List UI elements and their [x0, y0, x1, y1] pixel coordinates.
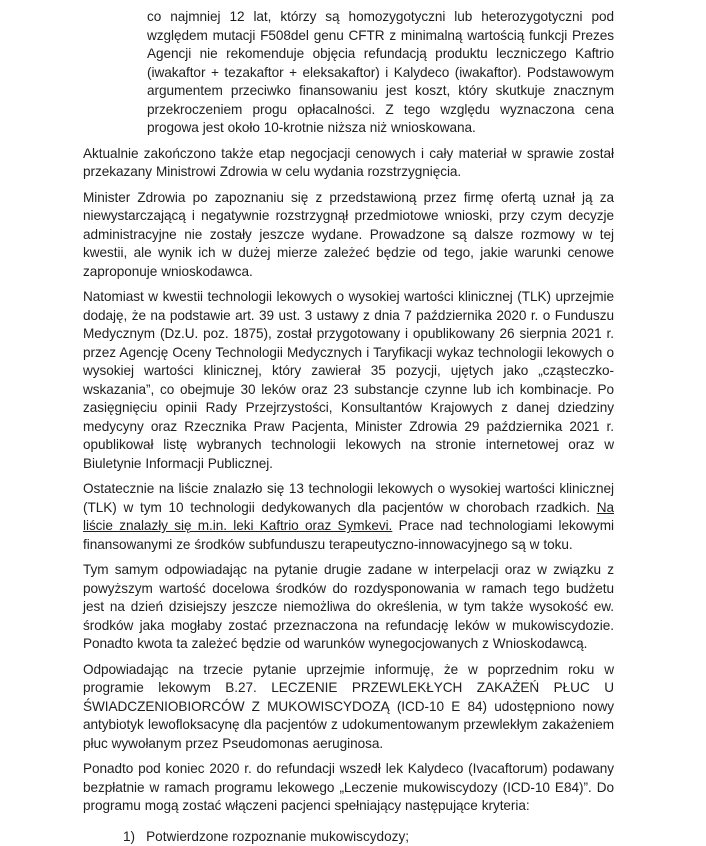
underlined-kaftrio-symkevi-sentence: Na liście znalazły się m.in. leki Kaftrio oraz Symkevi. [83, 500, 614, 534]
list-item-number: 1) [123, 828, 135, 846]
paragraph-quote-agency-recommendation: co najmniej 12 lat, którzy są homozygotyczni lub heterozygotyczni pod względem mutacji F508del genu CFTR z minimalną wartością funkcji Prezes Agencji nie rekomenduje objęcia refundacją produktu leczniczego Kaftrio (iwakaftor + tezakaftor + eleksakaftor) i Kalydeco (iwakaftor). Podstawowym argumentem przeciwko finansowaniu jest koszt, który skutkuje znacznym przekroczeniem progu opłacalności. Z tego względu wyznaczona cena progowa jest około 10-krotnie niższa niż wnioskowana. [147, 8, 614, 138]
final-list-text-before: Ostatecznie na liście znalazło się 13 technologii lekowych o wysokiej wartości klinicznej (TLK) w tym 10 technologii dedykowanych dla pacjentów w chorobach rzadkich. [83, 481, 614, 515]
final-list-text-after: Prace nad technologiami lekowymi finansowanymi ze środków subfunduszu terapeutyczno-innowacyjnego są w toku. [83, 518, 614, 552]
paragraph-kalydeco-program: Ponadto pod koniec 2020 r. do refundacji wszedł lek Kalydeco (Ivacaftorum) podawany bezpłatnie w ramach programu lekowego „Leczenie mukowiscydozy (ICD-10 E84)”. Do programu mogą zostać włączeni pacjenci spełniający następujące kryteria: [83, 760, 614, 816]
criteria-list-item [83, 828, 614, 846]
list-item-text: Potwierdzone rozpoznanie mukowiscydozy; [146, 828, 614, 846]
paragraph-tlk-list: Natomiast w kwestii technologii lekowych o wysokiej wartości klinicznej (TLK) uprzejmie dodaję, że na podstawie art. 39 ust. 3 ustawy z dnia 7 października 2020 r. o Funduszu Medycznym (Dz.U. poz. 1875), został przygotowany i opublikowany 26 sierpnia 2021 r. przez Agencję Oceny Technologii Medycznych i Taryfikacji wykaz technologii lekowych o wysokiej wartości klinicznej, który zawierał 35 pozycji, ujętych jako „cząsteczko-wskazania”, co obejmuje 30 leków oraz 23 substancje czynne lub ich kombinacje. Po zasięgnięciu opinii Rady Przejrzystości, Konsultantów Krajowych z danej dziedziny medycyny oraz Rzecznika Praw Pacjenta, Minister Zdrowia 29 października 2021 r. opublikował listę wybranych technologii lekowych na stronie internetowej oraz w Biuletynie Informacji Publicznej. [83, 288, 614, 473]
paragraph-third-question-answer: Odpowiadając na trzecie pytanie uprzejmie informuję, że w poprzednim roku w programie lekowym B.27. LECZENIE PRZEWLEKŁYCH ZAKAŻEŃ PŁUC U ŚWIADCZENIOBIORCÓW Z MUKOWISCYDOZĄ (ICD-10 E 84) udostępniono nowy antybiotyk lewofloksacynę dla pacjentów z udokumentowanym przewlekłym zakażeniem płuc wywołanym przez Pseudomonas aeruginosa. [83, 661, 614, 754]
paragraph-budget-answer: Tym samym odpowiadając na pytanie drugie zadane w interpelacji oraz w związku z powyższym wartość docelowa środków do rozdysponowania w ramach tego budżetu jest na dzień dzisiejszy jeszcze niemożliwa do określenia, w tym także wysokość ew. środków jaka mogłaby zostać przeznaczona na refundację leków w mukowiscydozie. Ponadto kwota ta zależeć będzie od warunków wynegocjowanych z Wnioskodawcą. [83, 561, 614, 654]
paragraph-minister-decision: Minister Zdrowia po zapoznaniu się z przedstawioną przez firmę ofertą uznał ją za niewystarczającą i negatywnie rozstrzygnął przedmiotowe wnioski, przy czym decyzje administracyjne nie zostały jeszcze wydane. Prowadzone są dalsze rozmowy w tej kwestii, ale wynik ich w dużej mierze zależeć będzie od tego, jakie warunki cenowe zaproponuje wnioskodawca. [83, 189, 614, 282]
paragraph-price-negotiations: Aktualnie zakończono także etap negocjacji cenowych i cały materiał w sprawie został przekazany Ministrowi Zdrowia w celu wydania rozstrzygnięcia. [83, 145, 614, 182]
paragraph-final-tlk-list [83, 480, 614, 554]
